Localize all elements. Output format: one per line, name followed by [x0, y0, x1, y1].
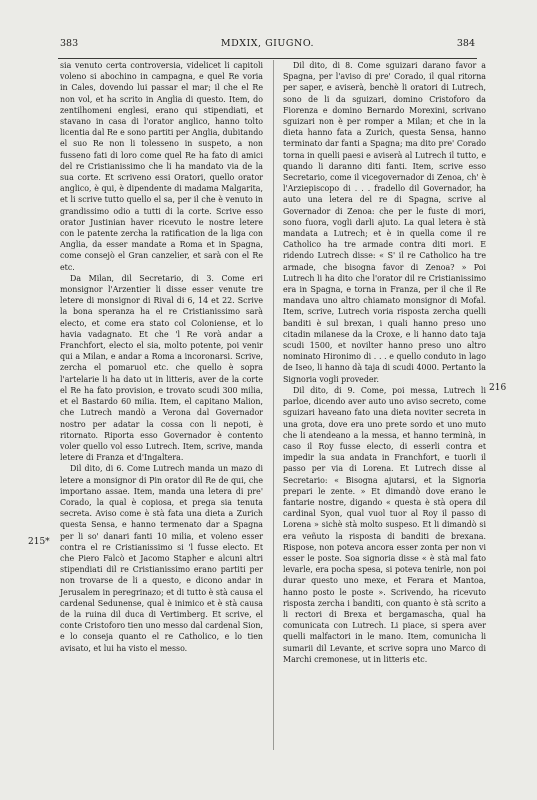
running-header: [60, 38, 475, 52]
paragraph: Da Milan, dil Secretario, di 3. Come eri monsignor l'Arzentier li disse esser venute tre letere di monsignor di Rival di 6, 14 et 22. Scrive la bona speranza ha el re Cristianissimo sarà electo, et come era stato col Coloniense, et lo havia vadagnato. Et che 'l Re vorà andar a Franchfort, electo el sia, molto potente, poi venir qui a Milan, e andar a Roma a incoronarsi. Scrive, zercha el pomaruol etc. che quello è sopra l'artelarie li ha dato ut in litteris, aver de la corte el Re ha fato provision, e trovato scudi 300 milia, et el Bastardo 60 milia. Item, el capitano Malion, che Lutrech mandò a Verona dal Governador nostro per adatar la cossa con li nepoti, è ritornato. Riporta esso Governador è contento voler quello vol esso Lutrech. Item, scrive, manda letere di Franza et d'Ingaltera.: [60, 273, 263, 463]
running-title: MDXIX, GIUGNO.: [220, 38, 315, 49]
paragraph: Dil dito, di 9. Come, poi messa, Lutrech li parloe, dicendo aver auto uno aviso secreto, come sguizari haveano fato una dieta noviter secreta in una grota, dove era uno prete sordo et uno muto che li atendeano a la messa, et hanno terminà, in caso il Roy fusse electo, di esserli contra et impedir la sua andata in Franchfort, e tuorli il passo per via di Lorena. Et Lutrech disse al Secretario: « Bisogna ajutarsi, et la Signoria prepari le zente. » Et dimandò dove erano le fantarie nostre, digando « questa è stà opera dil cardinal Syon, qual vuol tuor al Roy il passo di Lorena » sichè stà molto suspeso. Et li dimandò si era veñuto la risposta di banditi de brexana. Rispose, non poteva ancora esser zonta per non vi esser le poste. Soa signoria disse « è stà mal fato levarle, era pocha spesa, si poteva tenirle, non poi durar questo uno mexe, et Ferara et Mantoa, hanno posto le poste ». Scrivendo, ha ricevuto risposta zercha i banditi, con quanto è stà scrito a li rectori di Brexa et bergamascha, qual ha comunicata con Lutrech. Li piace, si spera aver quelli malfactori in le mano. Item, comunicha li sumarii dil Levante, et scrive sopra uno Marco di Marchi cremonese, ut in litteris etc.: [283, 385, 486, 664]
paragraph: Dil dito, di 8. Come sguizari darano favor a Spagna, per l'aviso di pre' Corado, il qual ritorna per saper, e aviserà, benchè li oratori di Lutrech, sono de li da sguizari, domino Cristoforo da Fiorenza e domino Bernardo Morexini, scrivano sguizari non è per romper a Milan; et che in la dieta hanno fata a Zurich, questa Sensa, hanno terminato dar fanti a Spagna; ma dito pre' Corado torna in quelli paesi e aviserà al Lutrech il tutto, e quando li daranno diti fanti. Item, scrive esso Secretario, come il vicegovernador di Zenoa, ch' è l'Arziepiscopo di . . . fradello dil Governador, ha auto una letera del re di Spagna, scrive al Governador di Zenoa: che per le fuste di mori, sono fuora, vogli darli ajuto. La qual letera è stà mandata a Lutrech; et è in quella come il re Catholico ha tre armade contra diti mori. E ridendo Lutrech disse: « S' il re Catholico ha tre armade, che bisogna favor di Zenoa? » Poi Lutrech li ha dito che l'orator dil re Cristianissimo era in Spagna, e torna in Franza, per il che il Re mandava uno altro chiamato monsignor di Mofal. Item, scrive, Lutrech voria risposta zercha quelli banditi è sul brexan, i quali hanno preso uno citadin milanese da la Croxe, e li hanno dato taja scudi 1500, et novilter hanno preso uno altro nominato Hironimo di . . . e quello conduto in lago de Iseo, li hanno dà taja di scudi 4000. Pertanto la Signoria vogli proveder.: [283, 61, 486, 384]
column-divider: [273, 60, 274, 750]
page-number-right: 384: [456, 38, 475, 49]
left-column: [60, 60, 263, 654]
margin-number-left: 215*: [28, 537, 50, 547]
paragraph: sia venuto certa controversia, videlicet li capitoli voleno si abochino in campagna, e quel Re voria in Cales, dovendo lui passar el mar; il che el Re non vol, et ha scrito in Anglia di questo. Item, do zentilhomeni englesi, erano qui stipendiati, et stavano in casa di l'orator anglico, hanno tolto licentia dal Re e sono partiti per Anglia, dubitando el suo Re non li tolesseno in suspeto, a non fusseno fati di loro come quel Re ha fato di amici del re Cristianissimo che li ha mandato via de la sua corte. Et scriveno essi Oratori, quello orator anglico, è qui, è dipendente di madama Malgarita, et li scrive tutto quello el sa, per il che è venuto in grandissimo odio a tutti di la corte. Scrive esso orator Justinian haver ricevuto le nostre letere con le patente zercha la ratification de la liga con Anglia, da esser mandate a Roma et in Spagna, come consejò el Gran canzelier, et sarà con el Re etc.: [60, 61, 263, 272]
right-column: [283, 60, 486, 665]
page-number-left: 383: [60, 38, 79, 49]
paragraph: Dil dito, di 6. Come Lutrech manda un mazo di letere a monsignor di Pin orator dil Re de qui, che importano assae. Item, manda una letera di pre' Corado, la qual è copiosa, et prega sia tenuta secreta. Aviso come è stà fata una dieta a Zurich questa Sensa, e hanno termenato dar a Spagna per li so' danari fanti 10 milia, et voleno esser contra el re Cristianissimo si 'l fusse electo. Et che Piero Falcò et Jacomo Stapher e alcuni altri stipendiati dil re Cristianissimo erano partiti per non trovarse de li a questo, e dicono andar in Jerusalem in peregrinazo; et di tutto è stà causa el cardenal Sedunense, qual è inimico et è stà causa de la ruina dil duca di Vertimberg. Et scrive, el conte Cristoforo tien uno messo dal cardenal Sion, e lo conseja quanto el re Catholico, e lo tien avisato, et lui ha visto el messo.: [60, 464, 263, 653]
margin-number-right: 216: [489, 383, 507, 393]
header-rule: [58, 58, 477, 59]
